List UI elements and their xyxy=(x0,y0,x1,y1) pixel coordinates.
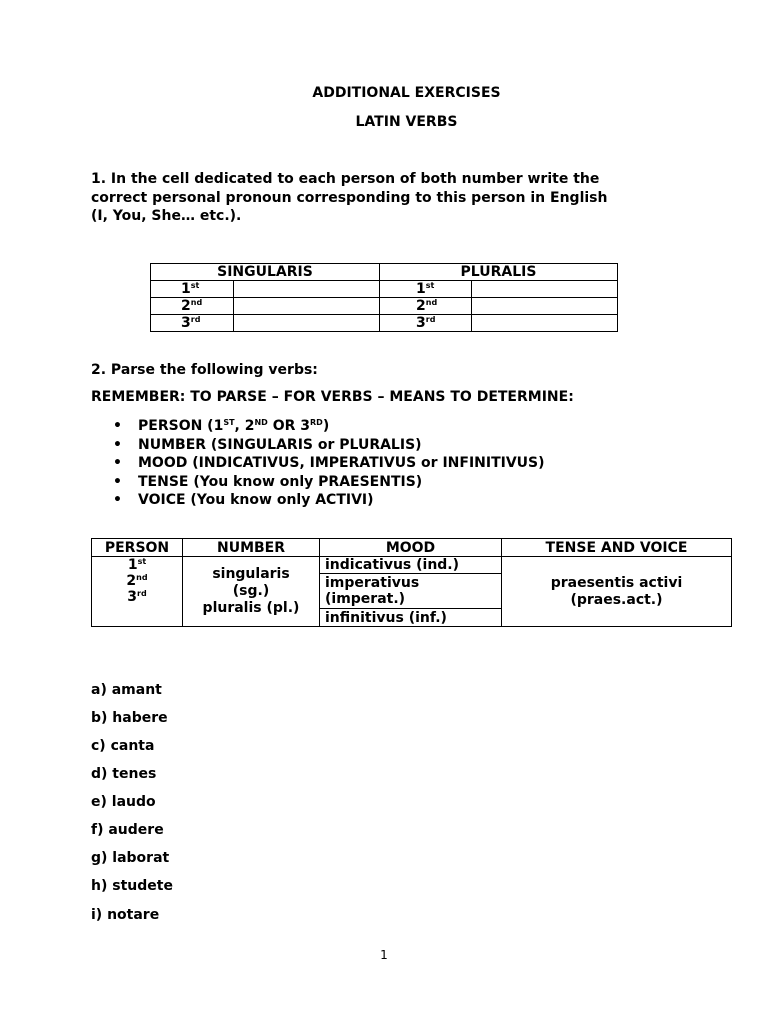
person-label-3-sg: 3rd xyxy=(151,315,234,332)
criterion-mood: • MOOD (INDICATIVUS, IMPERATIVUS or INFINITIVUS) xyxy=(91,454,545,473)
person-label-1-sg: 1st xyxy=(151,281,234,298)
question-1-line-2: correct personal pronoun corresponding to this person in English xyxy=(91,189,608,206)
pronoun-cell-2-pl[interactable] xyxy=(472,298,618,315)
tense-abbrev: (praes.act.) xyxy=(570,591,663,608)
pronoun-cell-2-sg[interactable] xyxy=(234,298,380,315)
parsing-table-header xyxy=(92,539,732,557)
parse-criteria-list xyxy=(91,417,545,510)
mood-infinitivus: infinitivus (inf.) xyxy=(320,609,502,627)
pronoun-cell-3-pl[interactable] xyxy=(472,315,618,332)
person-label-2-pl: 2nd xyxy=(380,298,472,315)
number-singularis: singularis xyxy=(212,566,290,582)
page-number: 1 xyxy=(380,948,388,962)
criterion-person: • PERSON (1ST, 2ND OR 3RD) xyxy=(91,417,545,436)
pronoun-table-header xyxy=(151,264,618,281)
number-values xyxy=(183,557,320,627)
exercise-item: g) laborat xyxy=(91,850,170,866)
mood-indicativus: indicativus (ind.) xyxy=(320,557,502,574)
document-title: ADDITIONAL EXERCISES xyxy=(312,85,501,101)
person-label-3-pl: 3rd xyxy=(380,315,472,332)
pronoun-table xyxy=(150,263,618,332)
question-1-line-3: (I, You, She… etc.). xyxy=(91,208,242,224)
parsing-table xyxy=(91,538,732,627)
question-1-line-1: 1. In the cell dedicated to each person of both number write the xyxy=(91,171,600,187)
criterion-number: • NUMBER (SINGULARIS or PLURALIS) xyxy=(91,436,545,455)
tense-voice-values xyxy=(502,557,732,627)
mood-imperativus: imperativus (imperat.) xyxy=(320,574,502,609)
person-label-2-sg: 2nd xyxy=(151,298,234,315)
remember-note: REMEMBER: TO PARSE – FOR VERBS – MEANS TO DETERMINE: xyxy=(91,389,574,405)
exercise-item: e) laudo xyxy=(91,794,156,810)
header-tense-voice: TENSE AND VOICE xyxy=(502,539,732,557)
number-sg-abbrev: (sg.) xyxy=(232,583,270,599)
pronoun-row-1 xyxy=(151,281,618,298)
exercise-item: f) audere xyxy=(91,822,164,838)
exercise-item: i) notare xyxy=(91,907,160,923)
person-2: 2nd xyxy=(126,573,148,589)
criterion-tense: • TENSE (You know only PRAESENTIS) xyxy=(91,473,545,492)
tense-praesentis-activi: praesentis activi xyxy=(550,574,683,591)
exercise-item: b) habere xyxy=(91,710,168,726)
header-singularis: SINGULARIS xyxy=(151,264,380,281)
person-values xyxy=(92,557,183,627)
exercise-item: c) canta xyxy=(91,738,155,754)
exercise-item: h) studete xyxy=(91,878,173,894)
header-mood: MOOD xyxy=(320,539,502,557)
person-3: 3rd xyxy=(127,589,147,605)
question-2-heading: 2. Parse the following verbs: xyxy=(91,362,318,378)
exercise-item: d) tenes xyxy=(91,766,157,782)
pronoun-row-2 xyxy=(151,298,618,315)
exercise-item: a) amant xyxy=(91,682,162,698)
question-1 xyxy=(91,170,607,226)
pronoun-cell-3-sg[interactable] xyxy=(234,315,380,332)
person-1: 1st xyxy=(127,557,147,573)
number-pluralis: pluralis (pl.) xyxy=(202,600,300,616)
pronoun-cell-1-sg[interactable] xyxy=(234,281,380,298)
header-person: PERSON xyxy=(92,539,183,557)
pronoun-row-3 xyxy=(151,315,618,332)
document-subtitle: LATIN VERBS xyxy=(355,114,458,130)
pronoun-cell-1-pl[interactable] xyxy=(472,281,618,298)
header-pluralis: PLURALIS xyxy=(380,264,618,281)
criterion-voice: • VOICE (You know only ACTIVI) xyxy=(91,491,545,510)
person-label-1-pl: 1st xyxy=(380,281,472,298)
header-number: NUMBER xyxy=(183,539,320,557)
